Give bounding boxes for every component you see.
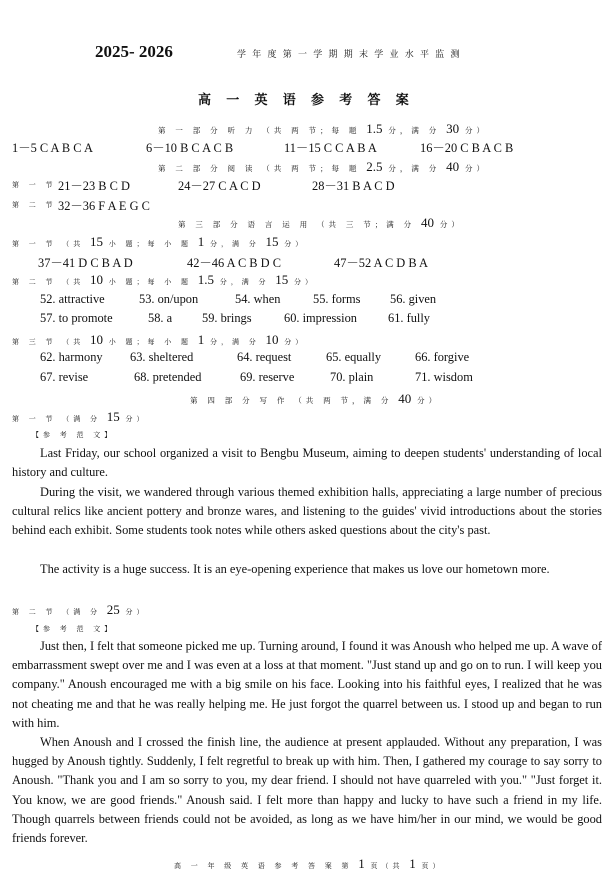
part3-heading-c: 分）	[439, 220, 463, 229]
label-text: 分，满 分	[210, 338, 260, 346]
part2-sec1-label: 第 一 节	[12, 181, 57, 189]
footer-total: 1	[409, 856, 416, 871]
label-num: 1	[197, 332, 205, 347]
answer-group: 6－10 B C A C B	[146, 141, 234, 155]
answer-item: 55. forms	[313, 292, 361, 306]
part2-heading-b: 分，满 分	[388, 164, 441, 173]
part2-heading	[158, 159, 488, 175]
answer-group: 11－15 C C A B A	[284, 141, 377, 155]
label-num: 1.5	[197, 272, 214, 287]
label-text: 小 题；每 小 题	[108, 278, 192, 286]
label-text: 小 题；每 小 题	[108, 338, 192, 346]
label-text: 第 三 节 （共	[12, 338, 85, 346]
label-num: 10	[90, 332, 103, 347]
answer-item: 65. equally	[326, 350, 382, 364]
part3-total: 40	[421, 215, 434, 230]
essay1-paragraph: Last Friday, our school organized a visit to Bengbu Museum, aiming to deepen students' understanding of local history and culture.	[12, 446, 602, 480]
part1-heading-c: 分）	[465, 126, 488, 135]
answer-group: 1－5 C A B C A	[12, 141, 93, 155]
answer-item: 63. sheltered	[130, 350, 194, 364]
part4-total: 40	[398, 391, 412, 406]
part2-score: 2.5	[366, 159, 383, 174]
answer-item: 58. a	[148, 311, 173, 325]
answer-item: 56. given	[390, 292, 437, 306]
answer-item: 69. reserve	[240, 370, 295, 384]
part1-total: 30	[446, 121, 460, 136]
label-text: 分）	[284, 338, 307, 346]
part1-heading	[158, 121, 488, 137]
answer-item: 68. pretended	[134, 370, 202, 384]
sample-label: 【参 考 范 文】	[32, 431, 116, 439]
page-title: 高 一 英 语 参 考 答 案	[198, 92, 415, 107]
label-num: 15	[90, 234, 103, 249]
answer-item: 59. brings	[202, 311, 252, 325]
answer-group: 42－46 A C B D C	[187, 256, 281, 270]
part2-sec2-answers	[58, 196, 150, 214]
answer-group: 21－23 B C D	[58, 179, 130, 193]
label-num: 15	[275, 272, 289, 287]
label-text: 第 二 节 （共	[12, 278, 85, 286]
part4-heading-a: 第 四 部 分 写 作 （共 两 节，满 分	[190, 396, 393, 405]
label-text: 分）	[284, 240, 307, 248]
answer-item: 61. fully	[388, 311, 430, 325]
part2-sec2-label: 第 二 节	[12, 201, 57, 209]
essay1-paragraph: During the visit, we wandered through various themed exhibition halls, appreciating a large number of precious cultural relics like ancient pottery and bronze wares, and listening to the guides' vivid introductions about the stories behind each exhibit. Some students took notes while others asked questions about the city's past.	[12, 485, 602, 538]
footer-text: 页）	[421, 862, 444, 870]
part3-sec3-label	[12, 332, 306, 348]
part3-heading-a: 第 三 部 分 语 言 运 用 （共 三 节；满 分	[178, 220, 416, 229]
answer-group: 24－27 C A C D	[178, 179, 261, 193]
year-start: 2025-	[95, 42, 135, 61]
part2-heading-c: 分）	[465, 164, 488, 173]
part4-sec1-label	[12, 409, 148, 425]
answer-item: 70. plain	[330, 370, 374, 384]
label-text: 分，满 分	[219, 278, 270, 286]
label-num: 15	[106, 409, 120, 424]
part1-score: 1.5	[366, 121, 383, 136]
label-num: 25	[106, 602, 120, 617]
answer-item: 57. to promote	[40, 311, 113, 325]
footer-text: 页（共	[370, 862, 404, 870]
part1-heading-a: 第 一 部 分 听 力 （共 两 节；每 题	[158, 126, 361, 135]
answer-group: 47－52 A C D B A	[334, 256, 428, 270]
answer-group: 37－41 D C B A D	[38, 256, 133, 270]
answer-item: 53. on/upon	[139, 292, 199, 306]
label-text: 第 二 节 （满 分	[12, 608, 101, 616]
label-num: 10	[265, 332, 279, 347]
part2-heading-a: 第 二 部 分 阅 读 （共 两 节；每 题	[158, 164, 361, 173]
label-num: 15	[265, 234, 279, 249]
footer-text: 高 一 年 级 英 语 参 考 答 案 第	[174, 862, 353, 870]
label-text: 分，满 分	[210, 240, 260, 248]
label-num: 10	[90, 272, 103, 287]
label-text: 分）	[294, 278, 316, 286]
exam-name: 学 年 度 第 一 学 期 期 末 学 业 水 平 监 测	[237, 49, 462, 59]
part1-heading-b: 分，满 分	[388, 126, 441, 135]
label-text: 第 一 节 （共	[12, 240, 85, 248]
part4-heading	[190, 391, 440, 407]
part3-heading	[178, 215, 463, 231]
page-footer	[174, 856, 444, 872]
header-year	[95, 42, 173, 62]
answer-group: 16－20 C B A C B	[420, 141, 514, 155]
answer-item: 62. harmony	[40, 350, 103, 364]
answer-item: 71. wisdom	[415, 370, 473, 384]
part4-sec2-label	[12, 602, 148, 618]
answer-item: 54. when	[235, 292, 281, 306]
label-num: 1	[197, 234, 205, 249]
part3-sec1-label	[12, 234, 306, 250]
label-text: 小 题；每 小 题	[108, 240, 192, 248]
essay1-paragraph: The activity is a huge success. It is an eye-opening experience that makes us love our hometown more.	[40, 562, 550, 576]
essay2-paragraph: When Anoush and I crossed the finish line, the audience at present applauded. Without any preparation, I was hugged by Anoush tightly. Suddenly, I felt regretful to break up with him. Then, I gathered my courage to say sorry to Anoush. "Thank you and I am so sorry to you, my dear friend. I should not have quarreled with you." "Just forget it. You know, we are good friends." Anoush said. I felt more than happy and lucky to have such a friend in my life. Though quarrels between friends could not be avoided, as long as we have him/her in our mind, we would be good friends forever.	[12, 735, 602, 846]
label-text: 第 一 节 （满 分	[12, 415, 101, 423]
answer-group: 28－31 B A C D	[312, 179, 395, 193]
answer-item: 60. impression	[284, 311, 357, 325]
label-text: 分）	[125, 608, 148, 616]
answer-item: 66. forgive	[415, 350, 470, 364]
part4-heading-c: 分）	[417, 396, 441, 405]
footer-page: 1	[358, 856, 365, 871]
sample-label: 【参 考 范 文】	[32, 625, 116, 633]
answer-item: 52. attractive	[40, 292, 105, 306]
part2-total: 40	[446, 159, 460, 174]
year-end: 2026	[138, 42, 173, 61]
answer-group: 32－36 F A E G C	[58, 199, 150, 213]
essay2-paragraph: Just then, I felt that someone picked me up. Turning around, I found it was Anoush who helped me up. A wave of embarrassment swept over me and I was even at a loss at that moment. "Just stand up and go on to run. I will keep you company." Anoush encouraged me with a big smile on his face. Looking into his faithful eyes, I realized that he was not cheating me and that he was really helping me. He just forgot the quarrel between us. I stood up and began to run with him.	[12, 639, 602, 730]
answer-item: 67. revise	[40, 370, 89, 384]
label-text: 分）	[125, 415, 148, 423]
answer-item: 64. request	[237, 350, 292, 364]
part3-sec2-label	[12, 272, 316, 288]
